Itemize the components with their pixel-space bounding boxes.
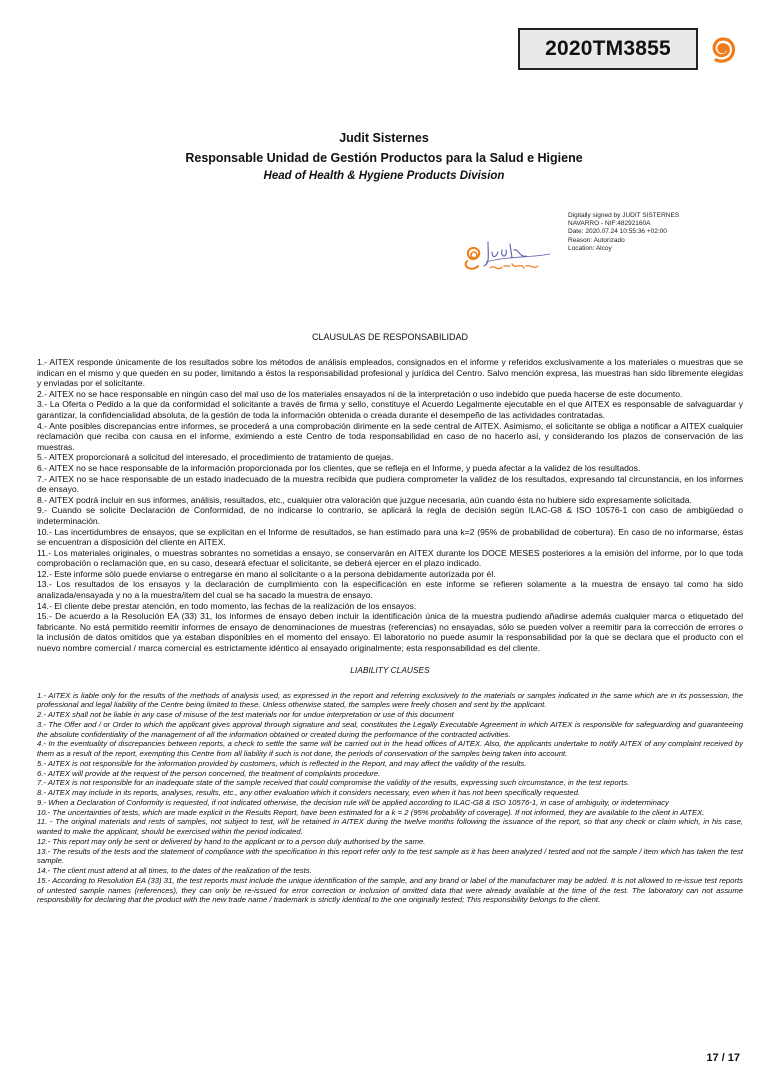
clause-es-item: 10.- Las incertidumbres de ensayos, que se explicitan en el Informe de resultados, se han estimado para una k=2 (95% de probabilidad de cobertura). En caso de no informarse, éstas se encuentran a disposición del cliente en AITEX. <box>37 526 743 548</box>
clauses-en-title: LIABILITY CLAUSES <box>350 664 430 675</box>
clause-es-item: 4.- Ante posibles discrepancias entre informes, se procederá a una comprobación dirimente en la sede central de AITEX. Asimismo, el solicitante se obliga a notificar a AITEX cualquier reclamación que reciba con causa en el informe, eximiendo a este Centro de toda responsabilidad en caso de no hacerlo así, y considerando los plazos de conservación de las muestras. <box>37 420 743 452</box>
clauses-es-title: CLAUSULAS DE RESPONSABILIDAD <box>311 332 469 342</box>
signature-detail-line: Reason: Autorizado <box>568 236 625 244</box>
signature-detail-line: Digitally signed by JUDIT SISTERNES <box>568 212 680 219</box>
signer-block <box>0 131 768 182</box>
clause-en-item: 10.- The uncertainties of tests, which are made explicit in the Results Report, have been estimated for a k = 2 (95% probability of coverage). If not informed, they are available to the client in AITEX. <box>37 807 705 817</box>
clause-en-item: 4.- In the eventuality of discrepancies between reports, a check to settle the same will be carried out in the head offices of AITEX. Also, the applicants undertake to notify AITEX of any complaint received by them as a result of the report, exempting this Centre from all liability if such is not done, the periods of conservation of the samples being taken into account. <box>37 739 743 759</box>
clause-en-item: 8.- AITEX may include in its reports, analyses, results, etc., any other evaluation which it considers necessary, even when it has not been specifically requested. <box>37 788 581 798</box>
clause-en-item: 7.- AITEX is not responsible for an inadequate state of the sample received that could compromise the validity of the results, expressing such circumstance, in the test reports. <box>37 778 630 788</box>
clause-en-item: 1.- AITEX is liable only for the results of the methods of analysis used, as expressed in the report and referring exclusively to the materials or samples indicated in the same which are in its possession, the professional and legal liability of the Centre being limited to these. Unless otherwise stated, the samples were freely chosen and sent by the applicant. <box>37 690 743 710</box>
clause-es-item: 5.- AITEX proporcionará a solicitud del interesado, el procedimiento de tratamiento de quejas. <box>37 452 394 463</box>
signer-name: Judit Sisternes <box>339 131 429 145</box>
clause-es-item: 14.- El cliente debe prestar atención, en todo momento, las fechas de la realización de los ensayos. <box>37 600 417 611</box>
clause-en-item: 11. - The original materials and rests of samples, not subject to test, will be retained in AITEX during the twelve months following the issuance of the report, so that any check or claim which, in his case, wanted to make the applicant, should be exercised within the period indicated. <box>37 817 743 837</box>
signature-detail-line: Date: 2020.07.24 10:55:36 +02:00 <box>568 228 667 236</box>
clause-en-item: 6.- AITEX will provide at the request of the person concerned, the treatment of complaints procedure. <box>37 768 381 778</box>
signature-detail-line: NAVARRO - NIF:48292160A <box>568 220 651 228</box>
clause-en-item: 3.- The Offer and / or Order to which the applicant gives approval through signature and seal, constitutes the Legally Executable Agreement in which AITEX is responsible for safeguarding and guaranteeing the absolute confidentiality of the management of all the information obtained or created during the performance of the contracted activities. <box>37 719 743 739</box>
clauses-es-list <box>37 357 743 654</box>
aitex-spiral-logo-icon <box>702 28 742 68</box>
clauses-section <box>37 332 743 905</box>
clause-es-item: 2.- AITEX no se hace responsable en ningún caso del mal uso de los materiales ensayados ni de la interpretación o uso indebido que pueda hacerse de este documento. <box>37 388 683 399</box>
clause-es-item: 12.- Este informe sólo puede enviarse o entregarse en mano al solicitante o a la persona debidamente autorizada por él. <box>37 568 496 579</box>
clause-en-item: 14.- The client must attend at all times, to the dates of the realization of the tests. <box>37 866 312 876</box>
report-number-box <box>518 28 698 70</box>
clause-es-item: 9.- Cuando se solicite Declaración de Conformidad, de no indicarse lo contrario, se aplicará la regla de decisión según ILAC-G8 & ISO 10576-1 con caso de ambigüedad o indeterminación. <box>37 505 743 526</box>
clause-es-item: 13.- Los resultados de los ensayos y la declaración de cumplimiento con la especificación en este informe se refieren solamente a la muestra de ensayo tal como ha sido analizada/ensayada y no a la muestra/item del cual se ha sacado la muestra de ensayo. <box>37 579 743 601</box>
page-number: 17 / 17 <box>706 1052 740 1064</box>
clause-en-item: 5.- AITEX is not responsible for the information provided by customers, which is reflected in the Report, and may affect the validity of the results. <box>37 758 527 768</box>
report-number: 2020TM3855 <box>545 37 671 60</box>
clause-en-item: 13.- The results of the tests and the statement of compliance with the specification in this report refer only to the test sample as it has been analyzed / tested and not the sample / item which has taken the test sample. <box>37 846 743 866</box>
clause-en-item: 9.- When a Declaration of Conformity is requested, if not indicated otherwise, the decision rule will be applied according to ILAC-G8 & ISO 10576-1, in case of ambiguity, or indeterminacy <box>37 797 669 807</box>
clause-es-item: 7.- AITEX no se hace responsable de un estado inadecuado de la muestra recibida que pudiera comprometer la validez de los resultados, expresando tal circunstancia, en los informes de ensayo. <box>37 473 743 495</box>
clause-es-item: 1.- AITEX responde únicamente de los resultados sobre los métodos de análisis empleados, consignados en el informe y referidos exclusivamente a los materiales o muestras que se indican en el mismo y que queden en su poder, limitando a éstos la responsabilidad profesional y jurídica del Centro. Salvo mención expresa, las muestras han sido libremente elegidas y enviadas por el solicitante. <box>37 357 743 389</box>
clauses-en-list <box>37 691 743 906</box>
clause-es-item: 15.- De acuerdo a la Resolución EA (33) 31, los informes de ensayo deben incluir la identificación única de la muestra pudiendo añadirse además cualquier marca o etiquetado del fabricante. No está permitido reemitir informes de ensayo de denominaciones de muestras (referencias) no ensayadas, sólo se pueden volver a reemitir para la corrección de errores o la inclusión de datos omitidos que ya estaban disponibles en el momento del ensayo. El laboratorio no puede asumir la responsabilidad por la que se declara que el producto con el nuevo nombre comercial / marca comercial es estrictamente idéntico al ensayado originalmente; esta responsabilidad es del cliente. <box>37 611 743 654</box>
signature-detail-line: Location: Alcoy <box>568 244 612 252</box>
clause-en-item: 2.- AITEX shall not be liable in any case of misuse of the test materials nor for undue interpretation or use of this document <box>37 710 454 720</box>
clause-es-item: 6.- AITEX no se hace responsable de la información proporcionada por los clientes, que se refleja en el Informe, y pueda afectar a la validez de los resultados. <box>37 462 641 473</box>
clause-es-item: 8.- AITEX podrá incluir en sus informes, análisis, resultados, etc., cualquier otra valoración que juzgue necesaria, aún cuando ésta no hubiere sido expresamente solicitada. <box>37 494 692 505</box>
digital-signature-details <box>568 212 748 253</box>
handwritten-signature <box>458 236 558 276</box>
signer-role: Responsable Unidad de Gestión Productos para la Salud e Higiene <box>185 151 583 165</box>
signer-role-en: Head of Health & Hygiene Products Division <box>263 170 505 182</box>
clause-en-item: 12.- This report may only be sent or delivered by hand to the applicant or to a person duly authorised by the same. <box>37 836 426 846</box>
clause-es-item: 3.- La Oferta o Pedido a la que da conformidad el solicitante a través de firma y sello, constituye el Acuerdo Legalmente ejecutable en el que AITEX es responsable de salvaguardar y garantizar, la confidencialidad absoluta, de la gestión de toda la información obtenida o creada durante el desempeño de las actividades contratadas. <box>37 399 743 420</box>
clause-en-item: 15.- According to Resolution EA (33) 31, the test reports must include the unique identification of the sample, and any brand or label of the manufacturer may be added. It is not allowed to re-issue test reports of untested sample names (references), they can only be re-issued for error correction or inclusion of omitted data that were already available at the time of the test. The laboratory can not assume responsibility for declaring that the product with the new trade name / trademark is strictly identical to the one originally tested; This responsibility belongs to the client. <box>37 875 743 905</box>
clause-es-item: 11.- Los materiales originales, o muestras sobrantes no sometidas a ensayo, se conservarán en AITEX durante los DOCE MESES posteriores a la emisión del informe, por lo que toda comprobación o reclamación que, en su caso, deseará efectuar el solicitante, se deberá ejercer en el plazo indicado. <box>37 547 743 569</box>
